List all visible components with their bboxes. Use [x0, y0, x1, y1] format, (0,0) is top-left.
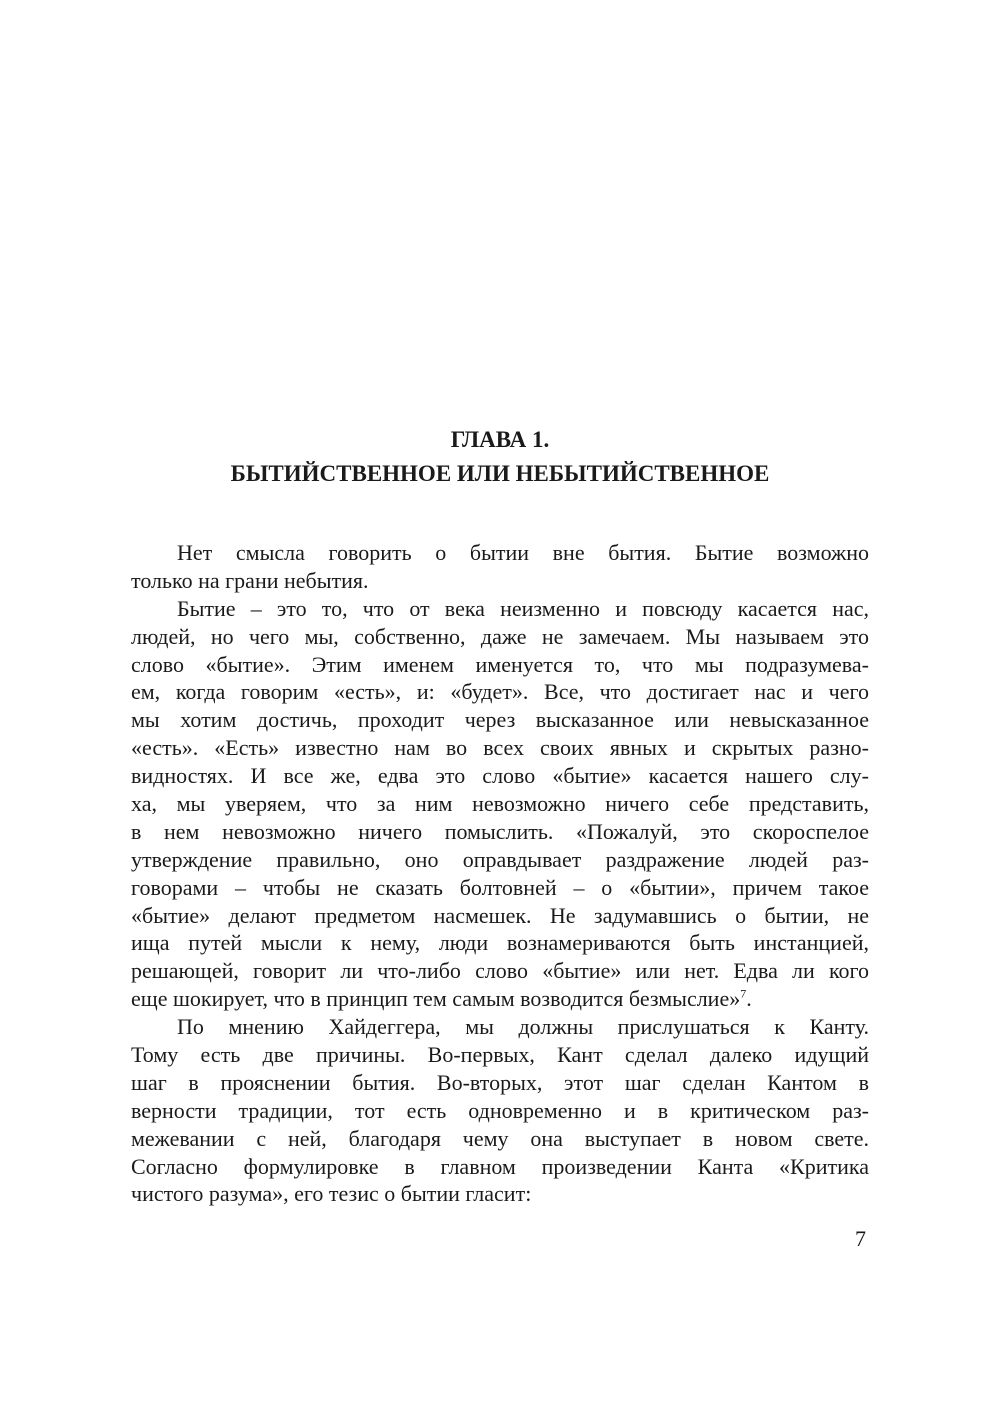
- text-line: еще шокирует, что в принцип тем самым возводится безмыслие»: [131, 986, 741, 1012]
- text-line: видностях. И все же, едва это слово «бытие» касается нашего слу-: [131, 763, 869, 789]
- text-line: ища путей мысли к нему, люди вознамериваются быть инстанцией,: [131, 930, 869, 956]
- text-line: Бытие – это то, что от века неизменно и повсюду касается нас,: [177, 595, 869, 621]
- chapter-title: БЫТИЙСТВЕННОЕ ИЛИ НЕБЫТИЙСТВЕННОЕ: [230, 461, 770, 486]
- text-line: Согласно формулировке в главном произведении Канта «Критика: [131, 1153, 869, 1179]
- text-line: «есть». «Есть» известно нам во всех своих явных и скрытых разно-: [131, 735, 869, 761]
- text-line: в нем невозможно ничего помыслить. «Пожалуй, это скороспелое: [131, 818, 869, 844]
- text-line: слово «бытие». Этим именем именуется то, что мы подразумева-: [131, 651, 869, 677]
- text-line: Тому есть две причины. Во-первых, Кант сделал далеко идущий: [131, 1042, 869, 1068]
- page-number: 7: [855, 1226, 866, 1251]
- text-line: межевании с ней, благодаря чему она выступает в новом свете.: [131, 1125, 869, 1151]
- text-line: «бытие» делают предметом насмешек. Не задумавшись о бытии, не: [131, 902, 869, 928]
- text-line: шаг в прояснении бытия. Во-вторых, этот шаг сделан Кантом в: [131, 1069, 869, 1095]
- chapter-heading: [0, 423, 1000, 491]
- text-line: верности традиции, тот есть одновременно и в критическом раз-: [131, 1097, 869, 1123]
- body-text: [131, 539, 869, 1208]
- text-line: По мнению Хайдеггера, мы должны прислушаться к Канту.: [177, 1014, 869, 1040]
- chapter-label: ГЛАВА 1.: [450, 427, 550, 452]
- text-line: ем, когда говорим «есть», и: «будет». Все, что достигает нас и чего: [131, 679, 869, 705]
- text-line: говорами – чтобы не сказать болтовней – о «бытии», причем такое: [131, 874, 869, 900]
- text-line: ха, мы уверяем, что за ним невозможно ничего себе представить,: [131, 791, 869, 817]
- text-line: только на грани небытия.: [131, 567, 369, 593]
- text-line: Нет смысла говорить о бытии вне бытия. Бытие возможно: [177, 540, 869, 565]
- text-line: людей, но чего мы, собственно, даже не замечаем. Мы называем это: [131, 623, 869, 649]
- footnote-punct: .: [746, 986, 752, 1012]
- text-line: мы хотим достичь, проходит через высказанное или невысказанное: [131, 707, 869, 733]
- text-line: решающей, говорит ли что-либо слово «бытие» или нет. Едва ли кого: [131, 958, 869, 984]
- footnote-reference[interactable]: 7: [740, 986, 747, 1001]
- text-line: чистого разума», его тезис о бытии гласит:: [131, 1181, 532, 1207]
- text-line: утверждение правильно, оно оправдывает раздражение людей раз-: [131, 846, 869, 872]
- text-line-with-footnote: [131, 985, 869, 1013]
